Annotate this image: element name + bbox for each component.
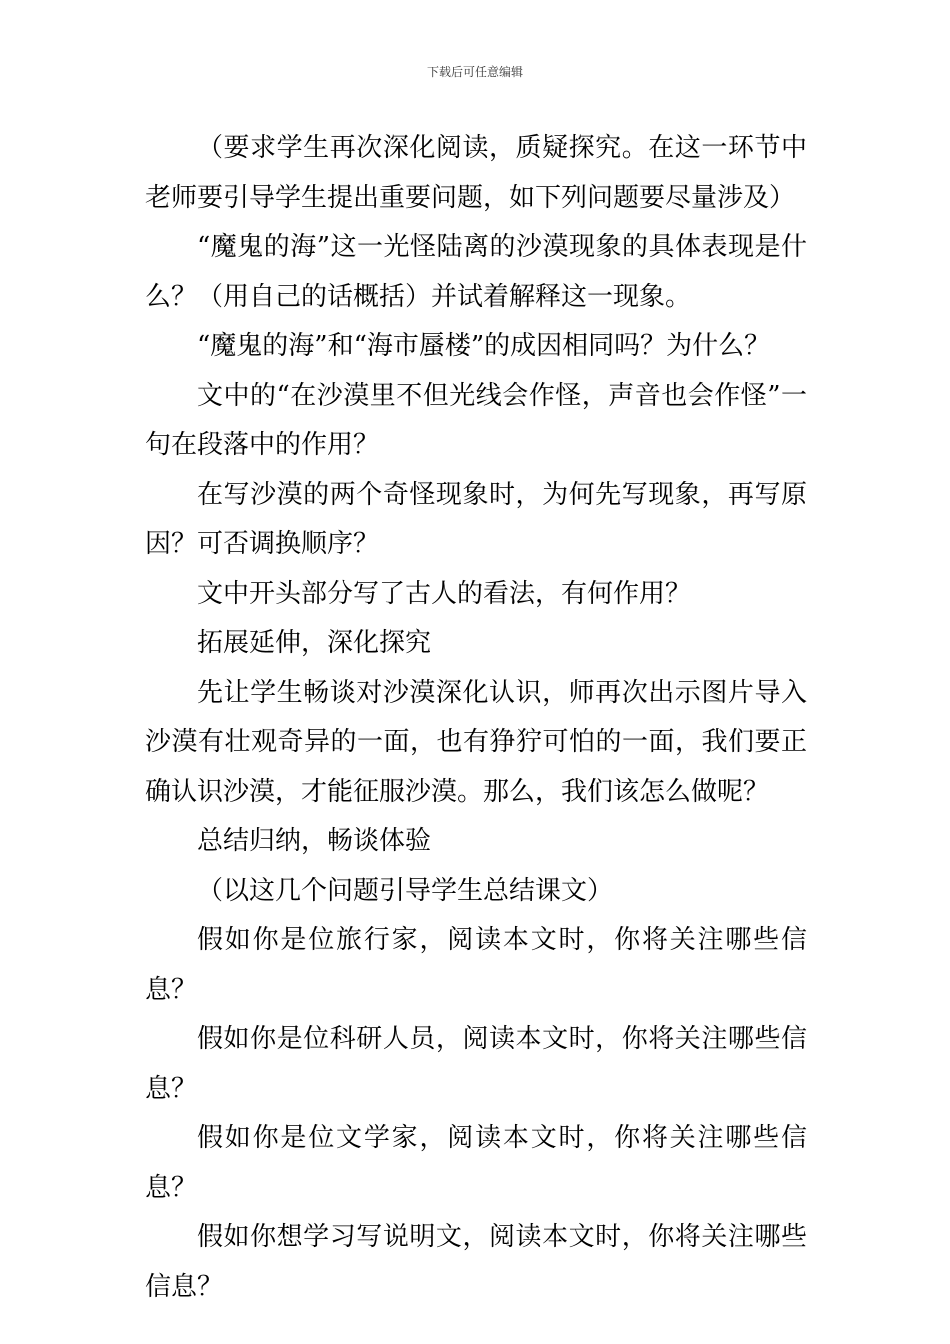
question-item: 假如你是位旅行家，阅读本文时，你将关注哪些信息？: [145, 925, 807, 1005]
question-item: 假如你是位文学家，阅读本文时，你将关注哪些信息？: [145, 1123, 807, 1203]
paragraph: （以这几个问题引导学生总结课文）: [197, 875, 614, 906]
section-heading: 拓展延伸，深化探究: [197, 628, 432, 658]
document-body: [145, 124, 807, 1312]
paragraph: 文中开头部分写了古人的看法，有何作用？: [197, 578, 692, 609]
paragraph: （要求学生再次深化阅读，质疑探究。在这一环节中老师要引导学生提出重要问题，如下列问题要尽量涉及）: [145, 133, 807, 213]
paragraph: 在写沙漠的两个奇怪现象时，为何先写现象，再写原因？可否调换顺序？: [145, 479, 807, 559]
paragraph: “魔鬼的海”这一光怪陆离的沙漠现象的具体表现是什么？（用自己的话概括）并试着解释这一现象。: [145, 232, 807, 312]
question-item: 假如你想学习写说明文，阅读本文时，你将关注哪些信息？: [145, 1222, 807, 1302]
question-item: 假如你是位科研人员，阅读本文时，你将关注哪些信息？: [145, 1024, 807, 1104]
page-header: 下载后可任意编辑: [426, 65, 523, 79]
paragraph: 先让学生畅谈对沙漠深化认识，师再次出示图片导入沙漠有壮观奇异的一面，也有狰狞可怕的一面，我们要正确认识沙漠，才能征服沙漠。那么，我们该怎么做呢？: [145, 677, 807, 807]
section-heading: 总结归纳，畅谈体验: [197, 826, 432, 856]
paragraph: “魔鬼的海”和“海市蜃楼”的成因相同吗？为什么？: [197, 331, 771, 361]
paragraph: 文中的“在沙漠里不但光线会作怪，声音也会作怪”一句在段落中的作用？: [145, 380, 807, 460]
